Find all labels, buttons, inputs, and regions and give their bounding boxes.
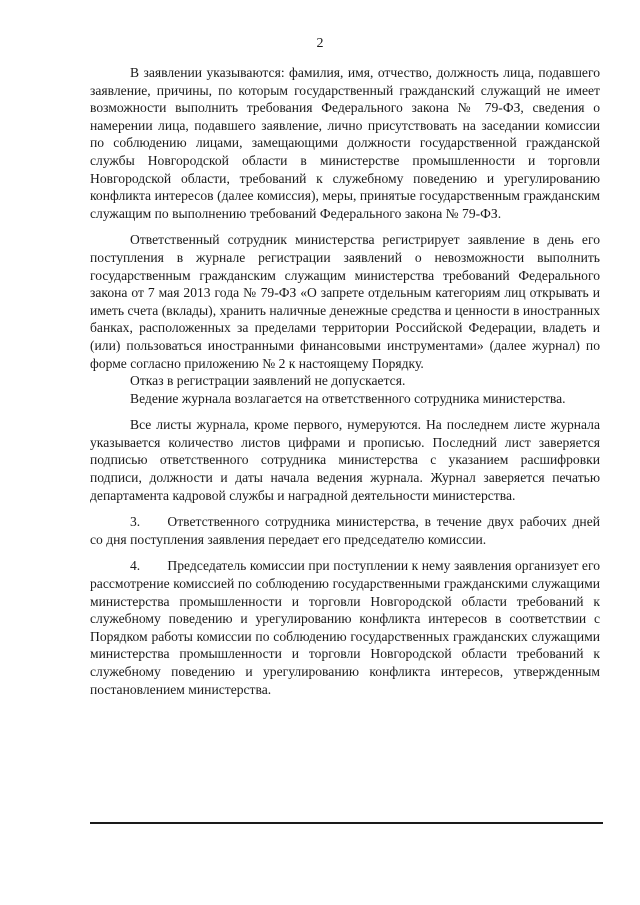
paragraph-no-refusal: Отказ в регистрации заявлений не допускается. — [130, 373, 406, 389]
document-body — [90, 64, 600, 698]
paragraph-journal-keeping: Ведение журнала возлагается на ответственного сотрудника министерства. — [130, 390, 566, 406]
paragraph-registration: Ответственный сотрудник министерства регистрирует заявление в день его поступления в журнале регистрации заявлений о невозможности выполнить государственным гражданским служащим министерства требований Федерального закона от 7 мая 2013 года № 79-ФЗ «О запрете отдельным категориям лиц открывать и иметь счета (вклады), хранить наличные денежные средства и ценности в иностранных банках, расположенных за пределами территории Российской Федерации, владеть и (или) пользоваться иностранными финансовыми инструментами» (далее журнал) по форме согласно приложению № 2 к настоящему Порядку. — [90, 232, 600, 371]
paragraph-item-3: 3. Ответственного сотрудника министерства, в течение двух рабочих дней со дня поступления заявления передает его председателю комиссии. — [90, 514, 600, 547]
footer-divider — [90, 822, 603, 824]
page-number: 2 — [316, 36, 324, 51]
paragraph-item-4: 4. Председатель комиссии при поступлении к нему заявления организует его рассмотрение комиссией по соблюдению государственными гражданскими служащими министерства промышленности и торговли Новгородской области требований к служебному поведению и урегулированию конфликта интересов в соответствии с Порядком работы комиссии по соблюдению государственных гражданских служащими министерства промышленности и торговли Новгородской области требований к служебному поведению и урегулированию конфликта интересов, утвержденным постановлением министерства. — [90, 558, 600, 697]
paragraph-journal-sheets: Все листы журнала, кроме первого, нумеруются. На последнем листе журнала указывается количество листов цифрами и прописью. Последний лист заверяется подписью ответственного сотрудника министерства с указанием расшифровки подписи, должности и даты начала ведения журнала. Журнал заверяется печатью департамента кадровой службы и наградной деятельности министерства. — [90, 417, 600, 503]
paragraph-application-contents: В заявлении указываются: фамилия, имя, отчество, должность лица, подавшего заявление, причины, по которым государственный гражданский служащий не имеет возможности выполнить требования Федерального закона № 79-ФЗ, сведения о намерении лица, подавшего заявление, лично присутствовать на заседании комиссии по соблюдению лицами, замещающими должности государственной гражданской службы Новгородской области в министерстве промышленности и торговли Новгородской области, требований к служебному поведению и урегулированию конфликта интересов (далее комиссия), меры, принятые государственным гражданским служащим по выполнению требований Федерального закона № 79-ФЗ. — [90, 65, 600, 221]
